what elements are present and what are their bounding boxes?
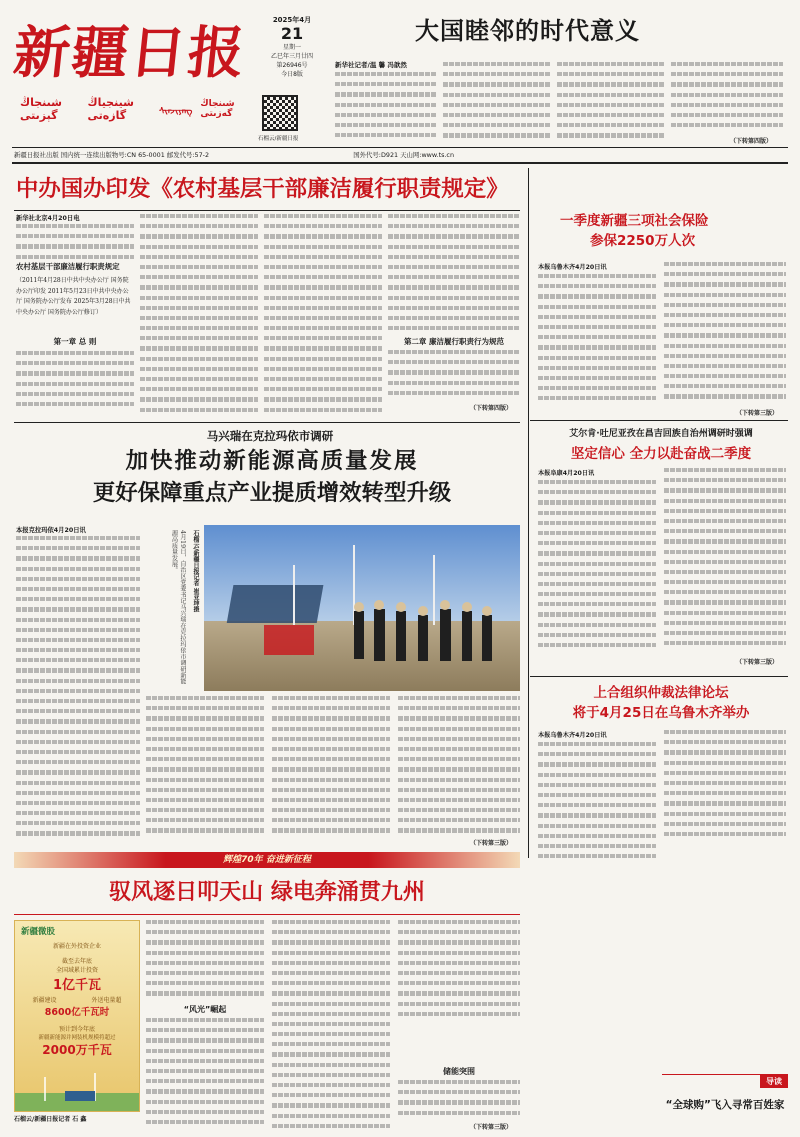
lead-continued: （下转第四版） (470, 405, 513, 412)
ad-row (15, 995, 139, 1004)
feature-col4 (398, 696, 520, 836)
erken-kicker: 艾尔肯·吐尼亚孜在昌吉回族自治州调研时强调 (569, 429, 753, 439)
date-day: 21 (280, 24, 304, 43)
social-continued: （下转第三版） (736, 410, 779, 417)
feature-headline1[interactable]: 加快推动新能源高质量发展 (125, 448, 419, 474)
lead-byline: 新华社北京4月20日电 (16, 215, 80, 222)
right-column-divider (528, 168, 529, 858)
feature-photo[interactable] (204, 525, 520, 691)
bottom-section1: “风光”崛起 (183, 1005, 227, 1014)
guide-label: 导读 (760, 1075, 788, 1088)
minority-titles (20, 98, 250, 120)
masthead-top-rule (12, 147, 788, 148)
ad-line4: 新疆建设 (32, 997, 57, 1004)
court-col2 (664, 730, 786, 840)
social-headline2[interactable]: 参保2250万人次 (590, 233, 696, 249)
masthead-char-3: 日 (126, 20, 190, 86)
masthead-bottom-rule (12, 162, 788, 164)
feature-kicker: 马兴瑞在克拉玛依市调研 (206, 429, 334, 443)
lead-headline[interactable]: 中办国办印发《农村基层干部廉洁履行职责规定》 (16, 176, 509, 202)
guide-text[interactable]: “全球购”飞入寻常百姓家 (665, 1099, 785, 1111)
masthead-info-bar (14, 149, 784, 161)
lead-col1-lines (16, 351, 134, 413)
lead-subhead: 农村基层干部廉洁履行职责规定 (16, 262, 120, 271)
anniversary-banner (14, 852, 520, 868)
ad-line5: 外送电量超 (91, 997, 122, 1004)
top-story-col4 (671, 62, 783, 134)
mongol-title: ᠰᠢᠨᠵᠢᠶᠠᠩ (159, 107, 193, 117)
uyghur-title: شىنجاڭ گېزىتى (20, 96, 62, 122)
lead-note: （2011年4月28日中共中央办公厅 国务院办公厅印发 2011年5月23日中共中央办公厅 国务院办公厅发布 2025年3月28日中共中央办公厅 国务院办公厅修订） (16, 277, 131, 316)
date-block (262, 15, 322, 79)
top-story-title[interactable]: 大国睦邻的时代意义 (415, 17, 640, 45)
court-top-rule (530, 676, 788, 677)
top-story-col1 (335, 72, 437, 144)
bottom-continued: （下转第三版） (470, 1124, 513, 1131)
ad-wind-turbine-graphic (15, 1071, 140, 1111)
lead-intro-lines (16, 224, 134, 260)
qr-caption: 石榴云/新疆日报 (258, 136, 299, 142)
feature-top-rule (14, 422, 520, 423)
kyrgyz-title: شىنجاڭ گەزىتى (200, 99, 235, 119)
bottom-col3 (398, 920, 520, 1020)
ad-line2: 截至去年底 (61, 958, 92, 965)
social-col2 (664, 262, 786, 406)
erken-byline: 本报阜康4月20日讯 (538, 470, 595, 477)
lead-col4a (388, 214, 520, 334)
top-story (335, 10, 790, 146)
social-headline1[interactable]: 一季度新疆三项社会保险 (560, 213, 709, 229)
date-year-month: 2025年4月 (272, 16, 312, 24)
ad-big3: 2000万千瓦 (42, 1043, 112, 1057)
bottom-headline-rule (14, 914, 520, 915)
qr-code[interactable] (262, 95, 298, 131)
bottom-section2: 储能突围 (443, 1067, 475, 1076)
bottom-credit: 石榴云/新疆日报记者 石 鑫 (14, 1116, 87, 1123)
date-weekday: 星期一 (282, 44, 301, 51)
top-story-col3 (557, 62, 665, 144)
date-lunar: 乙巳年三月廿四 (270, 53, 313, 60)
feature-photo-caption: 4月19日，自治区党委书记马兴瑞在克拉玛依市调研新能源高质量发展。 (170, 530, 186, 685)
top-story-continued: （下转第四版） (730, 138, 773, 145)
court-headline1[interactable]: 上合组织仲裁法律论坛 (593, 685, 729, 701)
website-info: 国外代号:D921 天山网:www.ts.cn (353, 151, 454, 159)
ad-line6: 预计到今年底 (58, 1026, 95, 1033)
issue-number: 第26946号 (276, 62, 308, 69)
bottom-col1b (146, 1018, 264, 1128)
kazakh-title: شينجياڭ گازەتى (87, 96, 134, 122)
feature-continued: （下转第三版） (470, 840, 513, 847)
bottom-col3b (398, 1080, 520, 1120)
ad-line1: 新疆在外投资企业 (52, 943, 101, 950)
bottom-col2 (272, 920, 390, 1130)
top-story-byline: 新华社记者/温 馨 冯歆然 (335, 61, 407, 69)
masthead-title (10, 10, 248, 96)
ad-big1: 1亿千瓦 (52, 978, 102, 993)
top-story-col2 (443, 62, 551, 144)
social-byline: 本报乌鲁木齐4月20日讯 (538, 264, 607, 271)
feature-col3 (272, 696, 390, 836)
bottom-col1 (146, 920, 264, 1000)
feature-col2 (146, 696, 264, 836)
publisher-info: 新疆日报社出版 国内统一连续出版物号:CN 65-0001 邮发代号:57-2 (14, 151, 210, 159)
feature-photo-image (204, 525, 520, 691)
feature-byline: 本报克拉玛依4月20日讯 (16, 527, 86, 534)
lead-rule (14, 210, 520, 211)
lead-chapter2: 第二章 廉洁履行职责行为规范 (403, 337, 505, 346)
guide-box[interactable] (662, 1074, 788, 1124)
court-byline: 本报乌鲁木齐4月20日讯 (538, 732, 607, 739)
masthead-char-2: 疆 (68, 20, 132, 86)
lead-col3 (264, 214, 382, 414)
lead-col4b (388, 350, 520, 402)
ad-title: 新疆微股 (21, 927, 56, 937)
erken-col2 (664, 468, 786, 655)
page-count: 今日8版 (281, 71, 303, 78)
erken-headline[interactable]: 坚定信心 全力以赴奋战二季度 (570, 446, 752, 462)
ad-big2: 8600亿千瓦时 (44, 1007, 110, 1018)
feature-col1 (16, 536, 140, 836)
banner-text: 辉煌70年 奋进新征程 (223, 855, 311, 865)
masthead-char-1: 新 (10, 20, 74, 86)
lead-col2 (140, 214, 258, 414)
court-col1 (538, 742, 656, 860)
feature-photo-credit: 石榴云/新疆日报记者 崔亚坤摄 (192, 530, 199, 613)
ad-line3: 全国域累计投资 (55, 967, 98, 974)
social-col1 (538, 274, 656, 406)
lead-chapter1: 第一章 总 则 (53, 337, 97, 346)
erken-top-rule (530, 420, 788, 421)
ad-line7: 新疆新能源并网装机规模将超过 (38, 1035, 116, 1041)
erken-col1 (538, 480, 656, 655)
court-headline2[interactable]: 将于4月25日在乌鲁木齐举办 (572, 705, 750, 721)
bottom-headline[interactable]: 驭风逐日叩天山 绿电奔涌贯九州 (109, 879, 425, 905)
erken-continued: （下转第三版） (736, 659, 779, 666)
ad-infographic[interactable] (14, 920, 140, 1112)
masthead-char-4: 报 (184, 20, 248, 86)
feature-headline2[interactable]: 更好保障重点产业提质增效转型升级 (92, 480, 452, 506)
